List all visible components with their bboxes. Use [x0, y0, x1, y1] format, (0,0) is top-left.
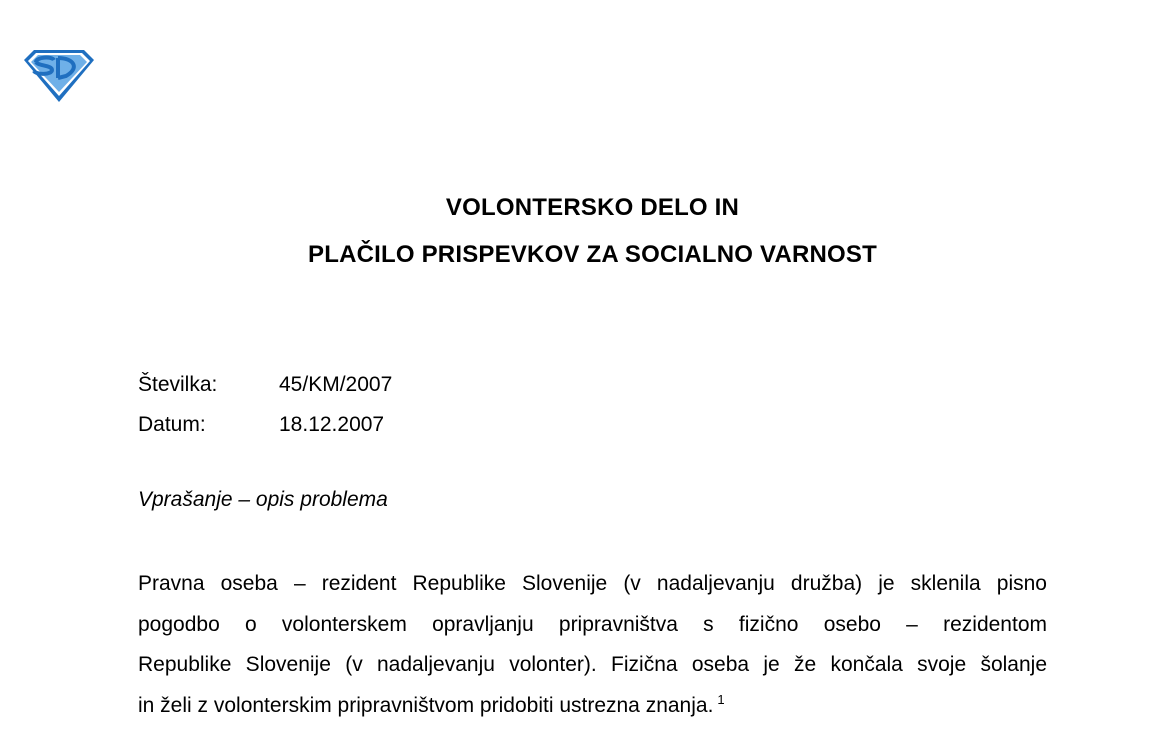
- problem-paragraph: [138, 564, 1047, 726]
- document-title: [0, 184, 1157, 278]
- number-value: 45/KM/2007: [279, 373, 393, 396]
- paragraph-line: in želi z volonterskim pripravništvom pridobiti ustrezna znanja.: [138, 693, 714, 717]
- number-label: Številka:: [138, 373, 218, 396]
- paragraph-line: Republike Slovenije (v nadaljevanju volonter). Fizična oseba je že končala svoje šolanje: [138, 653, 1047, 676]
- date-value: 18.12.2007: [279, 413, 385, 436]
- title-line-1: VOLONTERSKO DELO IN: [445, 194, 740, 221]
- paragraph-line: pogodbo o volonterskem opravljanju pripravništva s fizično osebo – rezidentom: [138, 612, 1047, 636]
- date-label: Datum:: [138, 413, 206, 436]
- paragraph-line-last: [138, 686, 1047, 727]
- document-meta: [138, 365, 392, 445]
- meta-date-row: [138, 405, 392, 445]
- paragraph-line: Pravna oseba – rezident Republike Slovenije (v nadaljevanju družba) je sklenila pisno: [138, 572, 1047, 595]
- footnote-marker[interactable]: 1: [717, 691, 725, 707]
- diamond-logo-icon: [22, 48, 96, 104]
- title-line-2: PLAČILO PRISPEVKOV ZA SOCIALNO VARNOST: [308, 241, 877, 268]
- company-logo: [22, 48, 96, 104]
- meta-number-row: [138, 365, 392, 405]
- question-heading: Vprašanje – opis problema: [138, 488, 388, 511]
